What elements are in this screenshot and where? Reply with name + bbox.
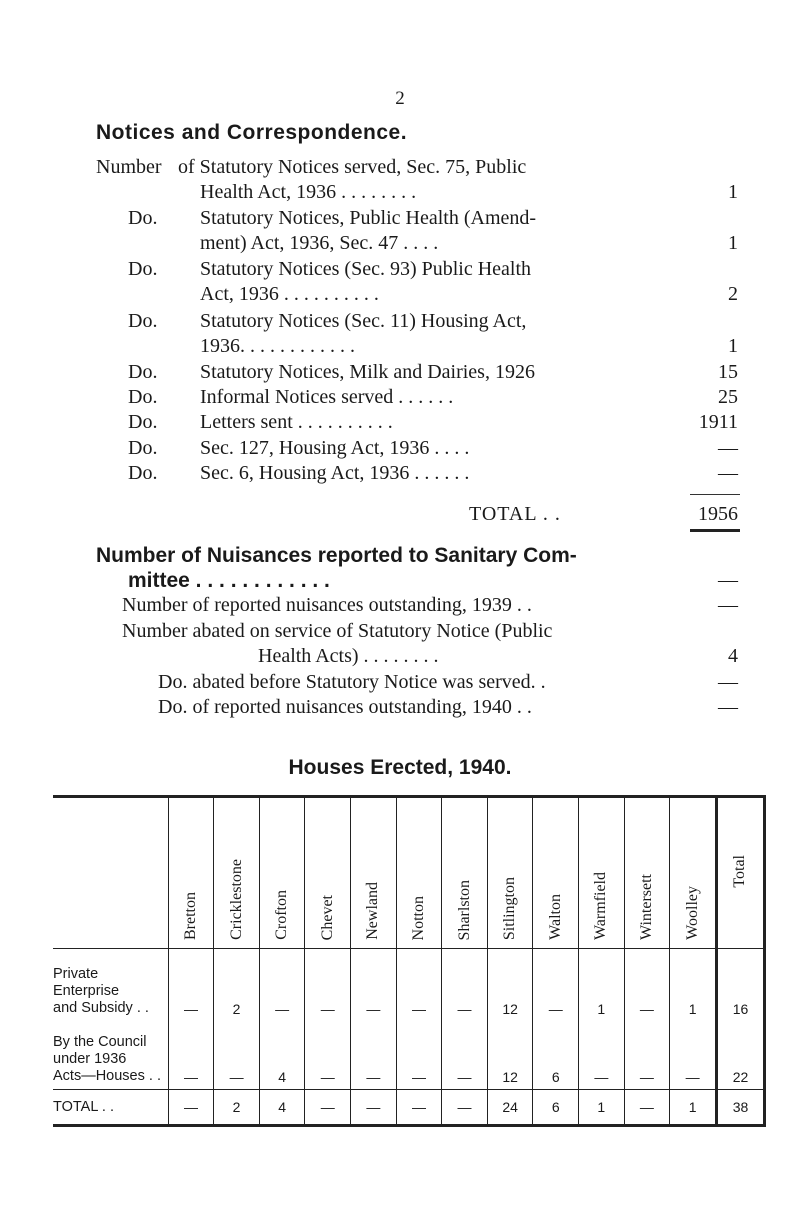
notices-total-value: 1956 xyxy=(698,503,738,525)
nuisance-value: — xyxy=(718,594,738,616)
table-cell: — xyxy=(305,1090,351,1126)
notice-text: Letters sent . . . . . . . . . . xyxy=(200,411,393,433)
notice-prefix: Do. xyxy=(128,310,158,332)
table-row xyxy=(53,1021,765,1090)
nuisance-text: Number abated on service of Statutory Notice (Public xyxy=(122,620,553,642)
table-row xyxy=(53,949,765,1022)
table-cell: — xyxy=(396,1090,442,1126)
table-cell: — xyxy=(351,1090,397,1126)
column-header: Chevet xyxy=(305,797,351,949)
nuisances-heading-cont: mittee . . . . . . . . . . . . xyxy=(128,569,330,592)
table-cell: 4 xyxy=(259,1021,305,1090)
column-header: Crofton xyxy=(259,797,305,949)
table-cell: — xyxy=(579,1021,625,1090)
column-header: Sitlington xyxy=(487,797,533,949)
table-cell-total: 38 xyxy=(716,1090,764,1126)
table-header-row xyxy=(53,797,765,949)
notice-text: of Statutory Notices served, Sec. 75, Public xyxy=(178,156,527,178)
total-rule xyxy=(690,494,740,495)
notice-text: Statutory Notices, Milk and Dairies, 1926 xyxy=(200,361,535,383)
table-cell: 12 xyxy=(487,1021,533,1090)
table-cell: — xyxy=(214,1021,260,1090)
table-cell: 6 xyxy=(533,1090,579,1126)
table-cell: — xyxy=(351,949,397,1022)
column-header: Cricklestone xyxy=(214,797,260,949)
table-cell: — xyxy=(259,949,305,1022)
notice-value: 1 xyxy=(728,181,738,203)
notice-value: — xyxy=(718,437,738,459)
column-header: Notton xyxy=(396,797,442,949)
column-header: Bretton xyxy=(168,797,214,949)
notice-value: 1 xyxy=(728,232,738,254)
notice-text: Sec. 127, Housing Act, 1936 . . . . xyxy=(200,437,470,459)
notice-text: Informal Notices served . . . . . . xyxy=(200,386,454,408)
row-label: TOTAL . . xyxy=(53,1090,168,1126)
nuisances-heading: Number of Nuisances reported to Sanitary Com- xyxy=(96,544,577,567)
notice-prefix: Do. xyxy=(128,207,158,229)
notice-value: 2 xyxy=(728,283,738,305)
table-cell: 1 xyxy=(670,1090,717,1126)
table-cell-total: 16 xyxy=(716,949,764,1022)
table-cell: 1 xyxy=(579,949,625,1022)
page-number: 2 xyxy=(395,88,405,109)
table-cell: — xyxy=(442,949,488,1022)
table-cell: — xyxy=(442,1090,488,1126)
notice-text: Statutory Notices, Public Health (Amend- xyxy=(200,207,537,229)
nuisance-text: Number of reported nuisances outstanding, 1939 . . xyxy=(122,594,532,616)
table-cell: — xyxy=(305,949,351,1022)
nuisance-value: — xyxy=(718,671,738,693)
notice-text: Act, 1936 . . . . . . . . . . xyxy=(200,283,379,305)
notice-prefix: Do. xyxy=(128,411,158,433)
table-cell: — xyxy=(533,949,579,1022)
column-header: Walton xyxy=(533,797,579,949)
table-cell: — xyxy=(168,1090,214,1126)
column-header: Newland xyxy=(351,797,397,949)
row-label: Private Enterprise and Subsidy . . xyxy=(53,949,168,1022)
table-cell: — xyxy=(624,1021,670,1090)
notice-value: 1911 xyxy=(698,411,738,433)
notice-prefix: Do. xyxy=(128,386,158,408)
notice-value: — xyxy=(718,462,738,484)
notices-total-label: TOTAL . . xyxy=(469,503,561,525)
nuisance-text: Do. of reported nuisances outstanding, 1940 . . xyxy=(158,696,532,718)
nuisances-heading-value: — xyxy=(718,569,738,591)
notice-text: ment) Act, 1936, Sec. 47 . . . . xyxy=(200,232,439,254)
table-cell: — xyxy=(305,1021,351,1090)
notice-value: 1 xyxy=(728,335,738,357)
table-cell: — xyxy=(396,949,442,1022)
table-cell: 2 xyxy=(214,1090,260,1126)
column-header: Sharlston xyxy=(442,797,488,949)
table-cell: — xyxy=(442,1021,488,1090)
houses-table xyxy=(53,795,766,1127)
table-cell: 2 xyxy=(214,949,260,1022)
nuisance-value: — xyxy=(718,696,738,718)
table-cell: 24 xyxy=(487,1090,533,1126)
column-header: Warmfield xyxy=(579,797,625,949)
table-cell: 6 xyxy=(533,1021,579,1090)
notice-prefix: Do. xyxy=(128,258,158,280)
row-label: By the Council under 1936 Acts—Houses . . xyxy=(53,1034,161,1084)
table-cell: — xyxy=(624,1090,670,1126)
notice-prefix: Do. xyxy=(128,437,158,459)
nuisance-text: Do. abated before Statutory Notice was served. . xyxy=(158,671,546,693)
notice-text: Sec. 6, Housing Act, 1936 . . . . . . xyxy=(200,462,470,484)
table-corner xyxy=(53,797,168,949)
table-cell-total: 22 xyxy=(716,1021,764,1090)
table-cell: — xyxy=(168,1021,214,1090)
table-cell: 4 xyxy=(259,1090,305,1126)
table-cell: — xyxy=(168,949,214,1022)
table-total-row xyxy=(53,1090,765,1126)
notice-prefix: Do. xyxy=(128,462,158,484)
table-cell: — xyxy=(351,1021,397,1090)
table-cell: — xyxy=(624,949,670,1022)
column-header-total: Total xyxy=(716,797,764,949)
notice-text: Statutory Notices (Sec. 93) Public Health xyxy=(200,258,532,280)
table-cell: — xyxy=(396,1021,442,1090)
table-cell: 1 xyxy=(579,1090,625,1126)
column-header: Wintersett xyxy=(624,797,670,949)
nuisance-value: 4 xyxy=(728,645,738,667)
total-double-rule xyxy=(690,529,740,532)
notice-text: Health Act, 1936 . . . . . . . . xyxy=(200,181,417,203)
notice-text: Statutory Notices (Sec. 11) Housing Act, xyxy=(200,310,527,332)
table-cell: — xyxy=(670,1021,717,1090)
notices-heading: Notices and Correspondence. xyxy=(96,121,408,144)
notice-value: 25 xyxy=(718,386,738,408)
table-cell: 12 xyxy=(487,949,533,1022)
nuisance-text: Health Acts) . . . . . . . . xyxy=(258,645,439,667)
table-cell: 1 xyxy=(670,949,717,1022)
notice-text: 1936. . . . . . . . . . . . xyxy=(200,335,355,357)
notice-prefix: Number xyxy=(96,156,162,178)
column-header: Woolley xyxy=(670,797,717,949)
notice-value: 15 xyxy=(718,361,738,383)
notice-prefix: Do. xyxy=(128,361,158,383)
houses-heading: Houses Erected, 1940. xyxy=(288,756,512,779)
